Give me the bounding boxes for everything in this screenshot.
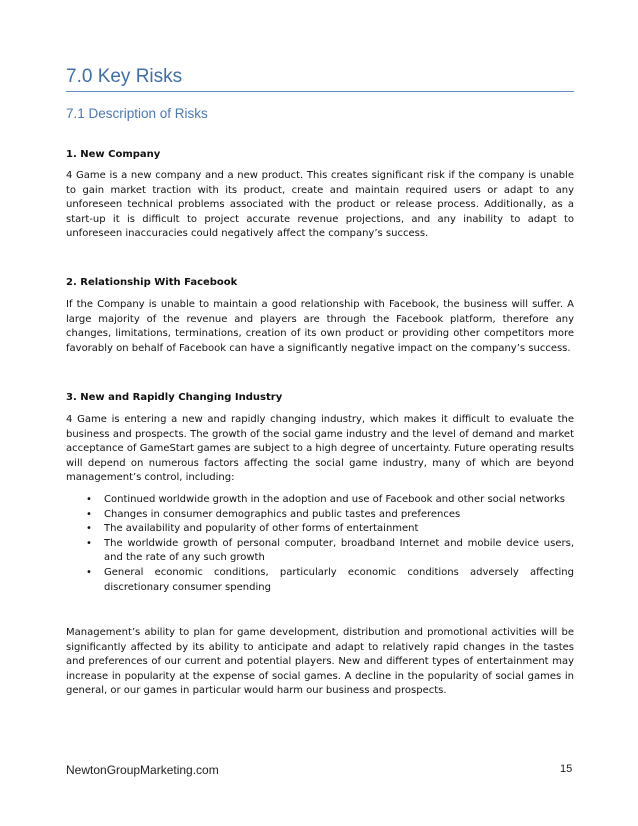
section-2-title: 2. Relationship With Facebook [66, 277, 238, 288]
factor-list [66, 493, 574, 595]
section-3-title: 3. New and Rapidly Changing Industry [66, 392, 283, 403]
closing-paragraph: Management’s ability to plan for game development, distribution and promotional activities will be significantly affected by its ability to anticipate and adapt to relatively rapid changes in the tastes and preferences of our current and potential players. New and different types of entertainment may increase in popularity at the expense of social games. A decline in the popularity of social games in general, or our games in particular would harm our business and prospects. [66, 627, 574, 697]
bullet-icon: • [86, 566, 92, 578]
footer-site: NewtonGroupMarketing.com [66, 763, 219, 777]
list-item: • Continued worldwide growth in the adoption and use of Facebook and other social networks [66, 493, 574, 508]
bullet-icon: • [86, 508, 92, 520]
section-3-body: 4 Game is entering a new and rapidly changing industry, which makes it difficult to evaluate the business and prospects. The growth of the social game industry and the level of demand and market acceptance of GameStart games are subject to a high degree of uncertainty. Future operating results will depend on numerous factors affecting the social game industry, many of which are beyond management’s control, including: [66, 414, 574, 484]
page-number: 15 [560, 763, 573, 775]
section-1-title: 1. New Company [66, 149, 161, 160]
list-item: • The worldwide growth of personal computer, broadband Internet and mobile device users, and the rate of any such growth [86, 537, 574, 564]
section-2-body: If the Company is unable to maintain a good relationship with Facebook, the business will suffer. A large majority of the revenue and players are through the Facebook platform, therefore any changes, limitations, terminations, creation of its own product or providing other competitors more favorably on behalf of Facebook can have a significantly negative impact on the company’s success. [66, 299, 574, 354]
list-item: • The availability and popularity of other forms of entertainment [66, 522, 574, 537]
bullet-icon: • [86, 494, 92, 505]
bullet-icon: • [86, 537, 92, 549]
section-1-body: 4 Game is a new company and a new product. This creates significant risk if the company is unable to gain market traction with its product, create and maintain required users or adapt to any unforeseen technical problems associated with the product or release process. Additionally, as a start-up it is difficult to project accurate revenue projections, and any inability to adapt to unforeseen inaccuracies could negatively affect the company’s success. [66, 170, 574, 240]
bullet-icon: • [86, 523, 92, 535]
list-item: • General economic conditions, particularly economic conditions adversely affecting discretionary consumer spending [86, 566, 574, 593]
list-item: • Changes in consumer demographics and public tastes and preferences [66, 508, 574, 523]
page-heading: 7.0 Key Risks [66, 66, 574, 92]
section-subheading: 7.1 Description of Risks [66, 106, 208, 121]
